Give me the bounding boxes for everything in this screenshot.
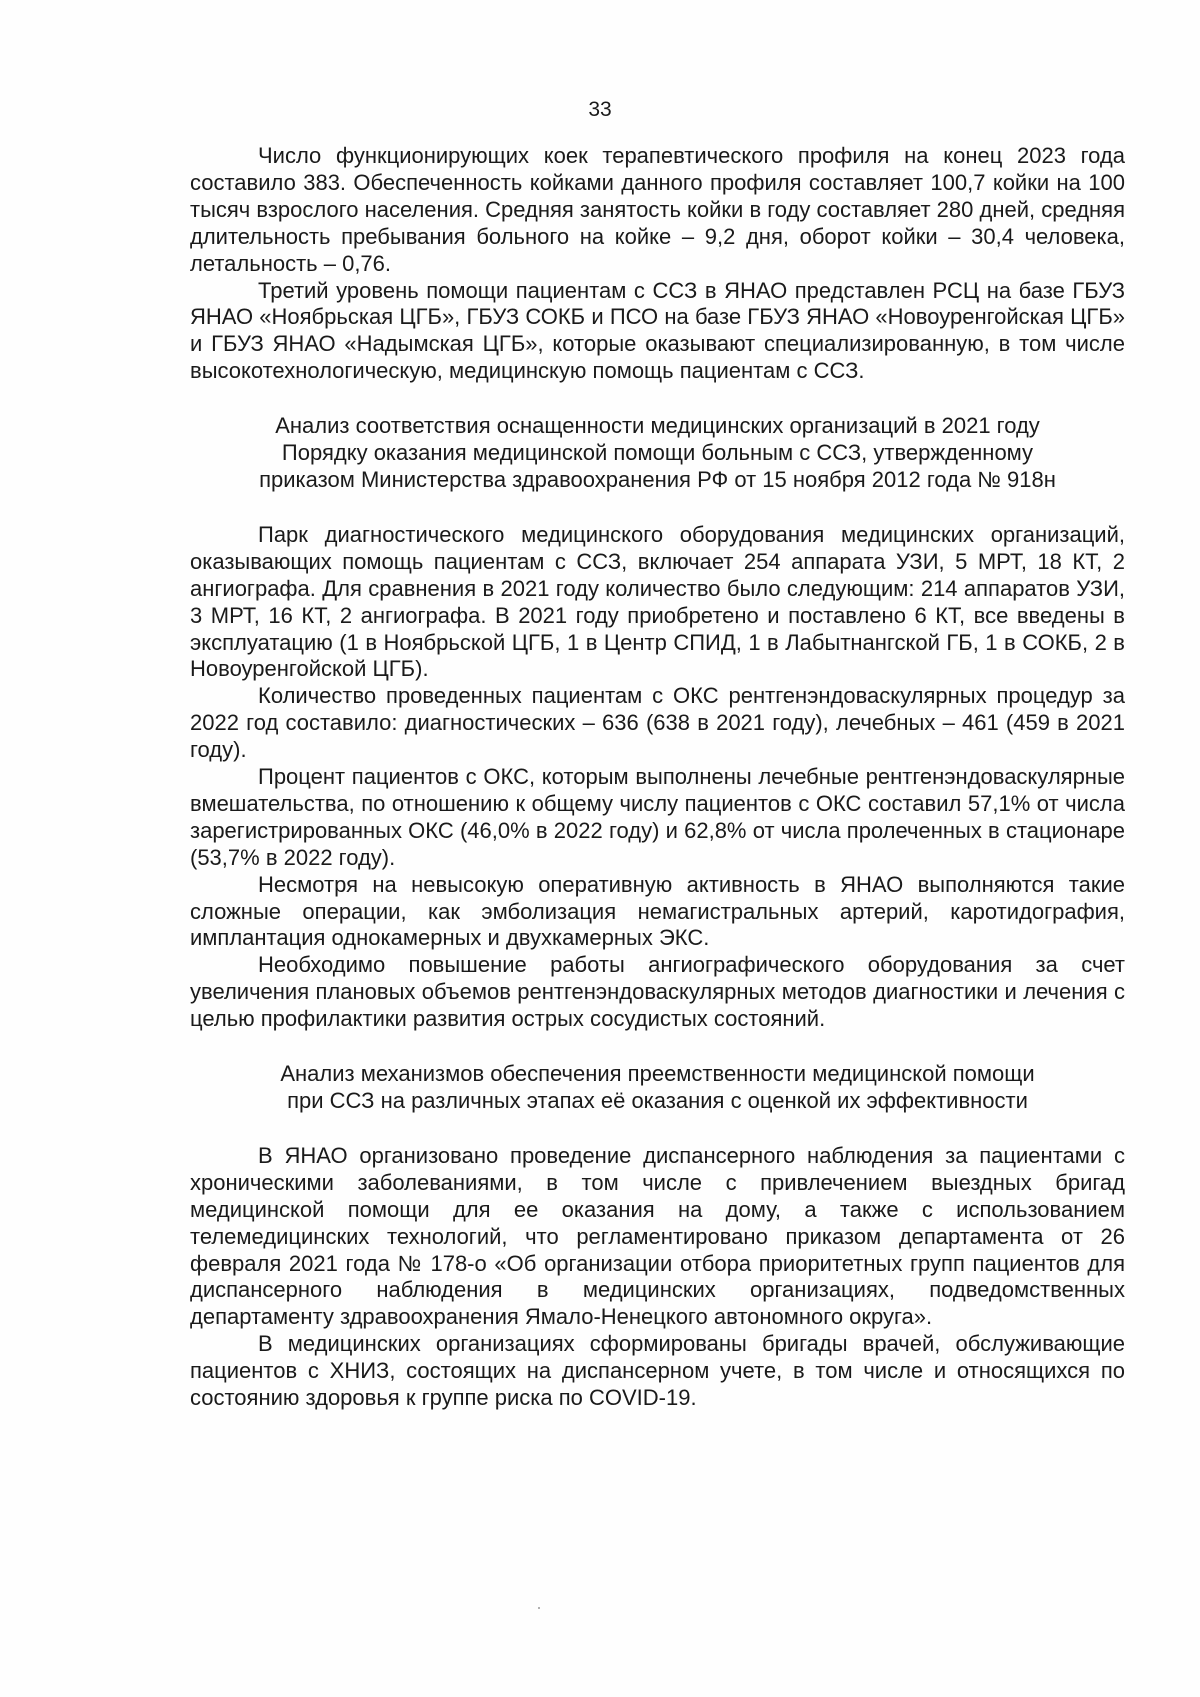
heading-line: Порядку оказания медицинской помощи больным с ССЗ, утвержденному [281,440,1034,466]
paragraph-diagnostic-equipment: Парк диагностического медицинского оборудования медицинских организаций, оказывающих помощь пациентам с ССЗ, включает 254 аппарата УЗИ, 5 МРТ, 18 КТ, 2 ангиографа. Для сравнения в 2021 году количество было следующим: 214 аппаратов УЗИ, 3 МРТ, 16 КТ, 2 ангиографа. В 2021 году приобретено и поставлено 6 КТ, все введены в эксплуатацию (1 в Ноябрьской ЦГБ, 1 в Центр СПИД, 1 в Лабытнангской ГБ, 1 в СОКБ, 2 в Новоуренгойской ЦГБ). [190,521,1125,682]
heading-line: Анализ соответствия оснащенности медицинских организаций в 2021 году [275,413,1040,439]
paragraph-acs-percentage: Процент пациентов с ОКС, которым выполнены лечебные рентгенэндоваскулярные вмешательства, по отношению к общему числу пациентов с ОКС составил 57,1% от числа зарегистрированных ОКС (46,0% в 2022 году) и 62,8% от числа пролеченных в стационаре (53,7% в 2022 году). [190,764,1125,870]
section-heading-continuity [190,1061,1125,1115]
paragraph-complex-operations: Несмотря на невысокую оперативную активность в ЯНАО выполняются такие сложные операции, как эмболизация немагистральных артерий, каротидография, имплантация однокамерных и двухкамерных ЭКС. [190,871,1125,951]
heading-line: Анализ механизмов обеспечения преемственности медицинской помощи [280,1061,1035,1087]
paragraph-procedures-count: Количество проведенных пациентам с ОКС рентгенэндоваскулярных процедур за 2022 год составило: диагностических – 636 (638 в 2021 году), лечебных – 461 (459 в 2021 году). [190,683,1125,763]
paragraph-therapy-beds: Число функционирующих коек терапевтического профиля на конец 2023 года составило 383. Обеспеченность койками данного профиля составляет 100,7 койки на 100 тысяч взрослого населения. Средняя занятость койки в году составляет 280 дней, средняя длительность пребывания больного на койке – 9,2 дня, оборот койки – 30,4 человека, летальность – 0,76. [190,143,1126,276]
paragraph-angiography-improvement: Необходимо повышение работы ангиографического оборудования за счет увеличения плановых объемов рентгенэндоваскулярных методов диагностики и лечения с целью профилактики развития острых сосудистых состояний. [190,952,1125,1032]
scan-speck [538,1607,540,1609]
paragraph-dispensary-observation: В ЯНАО организовано проведение диспансерного наблюдения за пациентами с хроническими заболеваниями, в том числе с привлечением выездных бригад медицинской помощи для ее оказания на дому, а также с использованием телемедицинских технологий, что регламентировано приказом департамента от 26 февраля 2021 года № 178-о «Об организации отбора приоритетных групп пациентов для диспансерного наблюдения в медицинских организациях, подведомственных департаменту здравоохранения Ямало-Ненецкого автономного округа». [190,1142,1125,1330]
document-body [190,143,1125,1412]
heading-line: при ССЗ на различных этапах её оказания с оценкой их эффективности [287,1088,1028,1113]
section-heading-equipment [190,413,1125,494]
heading-line: приказом Министерства здравоохранения РФ от 15 ноября 2012 года № 918н [259,466,1056,492]
paragraph-doctor-teams: В медицинских организациях сформированы бригады врачей, обслуживающие пациентов с ХНИЗ, состоящих на диспансерном учете, в том числе и относящихся по состоянию здоровья к группе риска по COVID-19. [190,1331,1125,1411]
page-number: 33 [588,98,612,121]
paragraph-third-level-care: Третий уровень помощи пациентам с ССЗ в ЯНАО представлен РСЦ на базе ГБУЗ ЯНАО «Ноябрьская ЦГБ», ГБУЗ СОКБ и ПСО на базе ГБУЗ ЯНАО «Новоуренгойская ЦГБ» и ГБУЗ ЯНАО «Надымская ЦГБ», которые оказывают специализированную, в том числе высокотехнологическую, медицинскую помощь пациентам с ССЗ. [190,277,1125,384]
